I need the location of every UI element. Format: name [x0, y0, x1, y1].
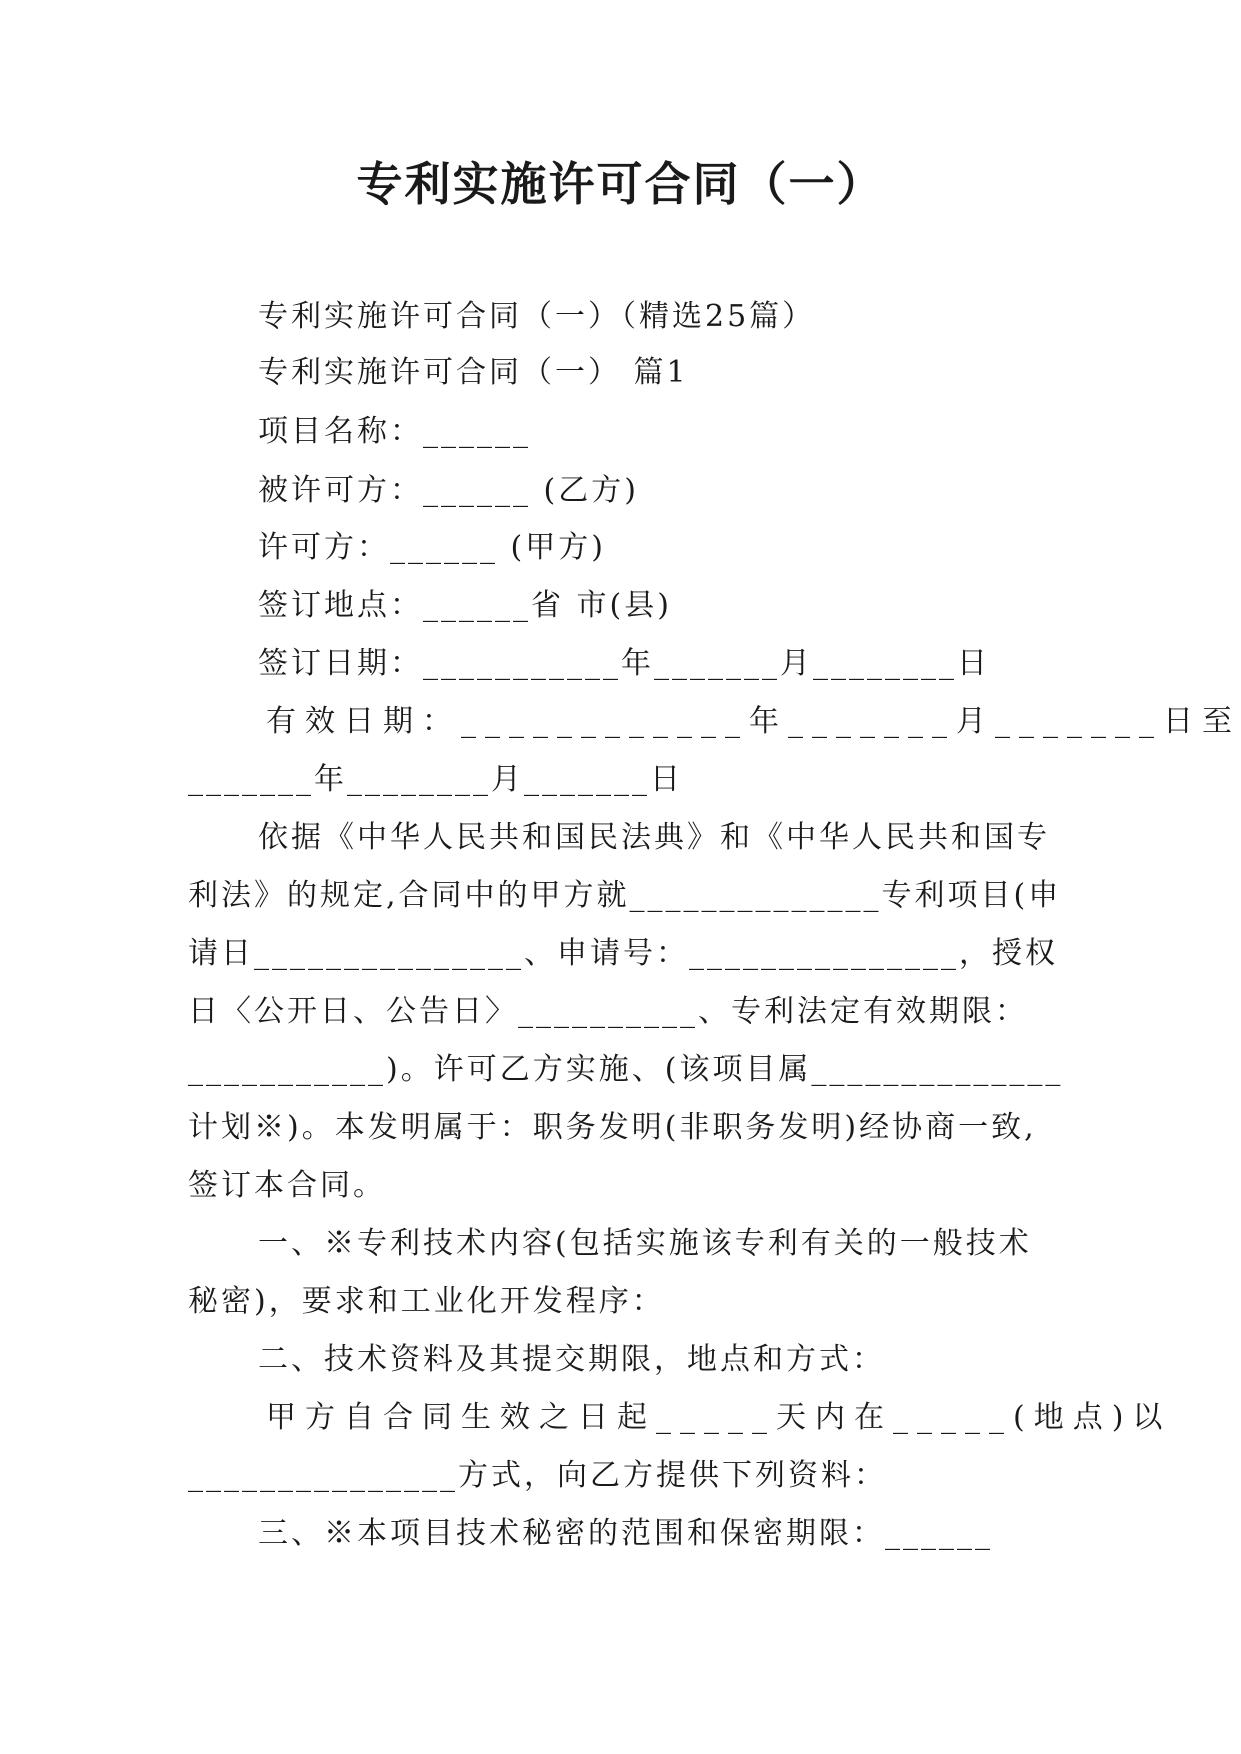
clause-one-line: 一、※专利技术内容(包括实施该专利有关的一般技术	[258, 1226, 1032, 1261]
body-paragraph-line: 请日_______________、申请号：_______________，授权	[188, 936, 1058, 971]
body-paragraph-line: 签订本合同。	[188, 1168, 386, 1203]
valid-date-end-line: _______年________月_______日	[188, 762, 683, 797]
signing-date-line: 签订日期：___________年_______月________日	[258, 646, 990, 681]
section-heading-line: 专利实施许可合同（一） 篇1	[258, 355, 689, 390]
licensee-line: 被许可方：______ (乙方)	[258, 473, 639, 508]
clause-two-line: _______________方式，向乙方提供下列资料：	[188, 1458, 887, 1493]
clause-two-line: 甲方自合同生效之日起_____天内在_____(地点)以	[266, 1400, 1172, 1435]
signing-place-line: 签订地点：______省 市(县)	[258, 588, 672, 623]
clause-one-line: 秘密)，要求和工业化开发程序：	[188, 1284, 665, 1319]
body-paragraph-line: 日〈公开日、公告日〉__________、专利法定有效期限：	[188, 994, 1028, 1029]
clause-three-line: 三、※本项目技术秘密的范围和保密期限：______	[258, 1516, 993, 1551]
clause-two-line: 二、技术资料及其提交期限，地点和方式：	[258, 1342, 885, 1377]
document-title: 专利实施许可合同（一）	[356, 157, 885, 211]
body-paragraph-line: 依据《中华人民共和国民法典》和《中华人民共和国专	[258, 820, 1050, 855]
body-paragraph-line: 计划※)。本发明属于：职务发明(非职务发明)经协商一致,	[188, 1110, 1037, 1145]
subtitle-line: 专利实施许可合同（一）（精选25篇）	[258, 299, 816, 334]
project-name-line: 项目名称：______	[258, 414, 531, 449]
body-paragraph-line: 利法》的规定,合同中的甲方就______________专利项目(申	[188, 878, 1062, 913]
valid-date-line: 有效日期：____________年_______月_______日至	[266, 704, 1241, 739]
body-paragraph-line: ___________)。许可乙方实施、(该项目属______________	[188, 1052, 1064, 1087]
licensor-line: 许可方：______ (甲方)	[258, 530, 606, 565]
